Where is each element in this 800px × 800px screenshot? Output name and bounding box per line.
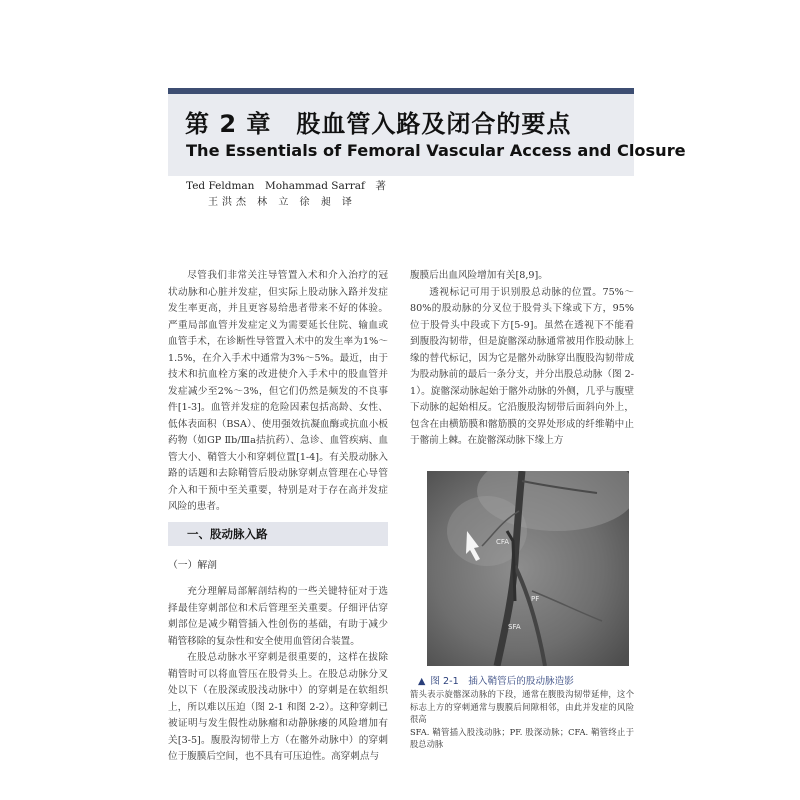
section-heading-text: 一、股动脉入路 [187,527,268,541]
chapter-translators: 王洪杰 林 立 徐 昶 译 [208,197,356,208]
label-cfa: CFA [496,538,510,546]
angiogram-figure [427,471,629,666]
caption-line-1: 箭头表示旋髂深动脉的下段，通常在腹股沟韧带延伸，这个标志上方的穿刺通常与腹膜后间隙相邻，由此并发症的风险很高 [410,689,634,724]
subsection-heading: （一）解剖 [168,560,217,571]
chapter-authors: Ted Feldman Mohammad Sarraf 著 [186,180,386,192]
caption-title-text: 图 2-1 插入鞘管后的股动脉造影 [430,676,574,687]
left-column-intro [168,268,388,516]
anatomy-paragraph-1: 充分理解局部解剖结构的一些关键特征对于选择最佳穿刺部位和术后管理至关重要。仔细评估穿刺部位是减少鞘管插入性创伤的基础，有助于减少鞘管移除的复杂性和安全使用血管闭合装置。 [168,586,388,647]
figure-caption-body [410,688,634,751]
angiogram-image [427,471,629,666]
right-column [410,268,634,450]
figure-caption-title [418,673,574,687]
left-column-anatomy [168,584,388,766]
caption-line-2: SFA. 鞘管插入股浅动脉；PF. 股深动脉；CFA. 鞘管终止于股总动脉 [410,726,634,749]
triangle-icon: ▲ [418,676,426,687]
right-paragraph-2: 透视标记可用于识别股总动脉的位置。75%～80%的股动脉的分叉位于股骨头下缘或下方，95%位于股骨头中段或下方[5-9]。虽然在透视下不能看到腹股沟韧带，但是旋髂深动脉通常被用作股动脉上缘的替代标记，因为它是髂外动脉穿出腹股沟韧带成为股动脉前的最后一条分支，并分出股总动脉（图 2-1）。旋髂深动脉起始于髂外动脉的外侧，几乎与腹壁下动脉的起始相反。它沿腹股沟韧带后面斜向外上，包含在由横筋膜和髂筋膜的交界处形成的纤维鞘中止于髂前上棘。在旋髂深动脉下缘上方 [410,286,634,446]
section-heading [168,522,388,546]
label-pf: PF [531,595,540,603]
chapter-title: 第 2 章 股血管入路及闭合的要点 [185,110,572,138]
label-sfa: SFA [508,623,521,631]
anatomy-paragraph-2: 在股总动脉水平穿刺是很重要的，这样在拔除鞘管时可以将血管压在股骨头上。在股总动脉分叉处以下（在股深或股浅动脉中）的穿刺是在软组织上，所以难以压迫（图 2-1 和图 2-2）。这种穿刺已被证明与发生假性动脉瘤和动静脉瘘的风险增加有关[3-5]。腹股沟韧带上方（在髂外动脉中）的穿刺位于腹膜后空间，也不具有可压迫性。高穿刺点与 [168,652,388,762]
right-paragraph-1: 腹膜后出血风险增加有关[8,9]。 [410,270,548,281]
chapter-subtitle: The Essentials of Femoral Vascular Access and Closure [186,141,686,160]
intro-paragraph: 尽管我们非常关注导管置入术和介入治疗的冠状动脉和心脏并发症，但实际上股动脉入路并发症发生率更高，并且更容易给患者带来不好的体验。严重局部血管并发症定义为需要延长住院、输血或血管手术，在诊断性导管置入术中的发生率为1%～1.5%，在介入手术中通常为3%～5%。最近，由于技术和抗血栓方案的改进使介入手术中的股血管并发症减少至2%～3%，但它们仍然是频发的不良事件[1-3]。血管并发症的危险因素包括高龄、女性、低体表面积（BSA）、使用强效抗凝血酶或抗血小板药物（如GP Ⅱb/Ⅲa拮抗药）、急诊、血管疾病、血管大小、鞘管大小和穿刺位置[1-4]。有关股动脉入路的话题和去除鞘管后股动脉穿刺点管理在心导管介入和干预中至关重要，特别是对于存在高并发症风险的患者。 [168,270,388,512]
chapter-header-rule [168,88,634,94]
